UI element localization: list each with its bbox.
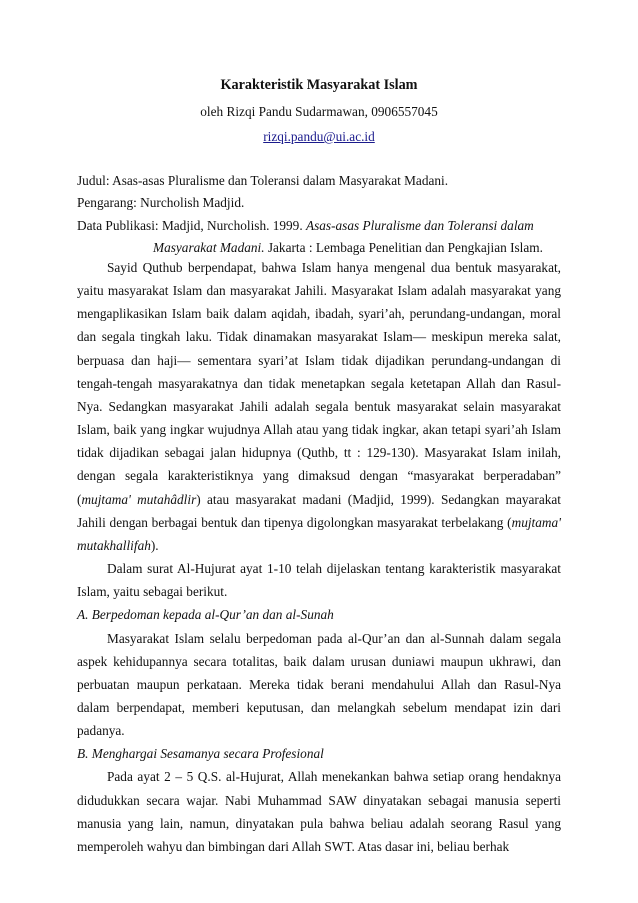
paragraph-2: Dalam surat Al-Hujurat ayat 1-10 telah dijelaskan tentang karakteristik masyarakat Islam, yaitu sebagai berikut. (77, 561, 561, 600)
subheading-a: A. Berpedoman kepada al-Qur’an dan al-Sunah (77, 607, 334, 623)
meta-data-publikasi-cont (153, 240, 543, 256)
paragraph-1 (77, 256, 561, 557)
p1-text-b: ) atau masyarakat madani (Madjid, 1999). Sedangkan mayarakat Jahili dengan berbagai bentuk dan tipenya digolongkan masyarakat terbelakang ( (77, 491, 561, 530)
paragraph-3: Masyarakat Islam selalu berpedoman pada al-Qur’an dan al-Sunnah dalam segala aspek kehidupannya secara totalitas, baik dalam urusan duniawi maupun ukhrawi, dan perbuatan maupun perkataan. Mereka tidak berani mendahului Allah dan Rasul-Nya dalam berpendapat, memberi keputusan, dan melangkah sebelum mendapat izin dari padanya. (77, 630, 561, 739)
document-body (77, 256, 561, 858)
p1-italic-term-2: mujtama' mutakhallifah (77, 514, 561, 553)
meta-data-prefix: Data Publikasi: Madjid, Nurcholish. 1999. (77, 218, 306, 233)
paragraph-4: Pada ayat 2 – 5 Q.S. al-Hujurat, Allah menekankan bahwa setiap orang hendaknya didudukkan secara wajar. Nabi Muhammad SAW dinyatakan sebagai manusia seperti manusia yang lain, namun, dinyatakan pula bahwa beliau adalah seorang Rasul yang memperoleh wahyu dan bimbingan dari Allah SWT. Atas dasar ini, beliau berhak (77, 769, 561, 854)
author-email-link[interactable]: rizqi.pandu@ui.ac.id (263, 129, 375, 144)
meta-judul: Judul: Asas-asas Pluralisme dan Toleransi dalam Masyarakat Madani. (77, 173, 449, 188)
meta-book-title-part2: Masyarakat Madani. (153, 240, 265, 255)
document-title: Karakteristik Masyarakat Islam (220, 77, 418, 93)
meta-book-title-part1: Asas-asas Pluralisme dan Toleransi dalam (305, 218, 534, 233)
p1-italic-term-1: mujtama' mutahâdlir (81, 491, 197, 507)
meta-pengarang: Pengarang: Nurcholish Madjid. (77, 195, 245, 210)
author-line: oleh Rizqi Pandu Sudarmawan, 0906557045 (200, 104, 438, 119)
meta-data-publikasi (77, 218, 534, 234)
p1-text-a: Sayid Quthub berpendapat, bahwa Islam hanya mengenal dua bentuk masyarakat, yaitu masyarakat Islam dan masyarakat Jahili. Masyarakat Islam adalah masyarakat yang mengaplikasikan Islam baik dalam aqidah, ibadah, syari’ah, perundang-undangan, moral dan segala tingkah laku. Tidak dinamakan masyarakat Islam— meskipun mereka salat, berpuasa dan haji— sementara syari’at Islam tidak dijadikan perundang-undangan di tengah-tengah masyarakatnya dan tidak menetapkan segala ketetapan Allah dan Rasul-Nya. Sedangkan masyarakat Jahili adalah segala bentuk masyarakat selain masyarakat Islam, baik yang ingkar wujudnya Allah atau yang tidak ingkar, akan tetapi syari’ah Islam tidak dijadikan sebagai jalan hidupnya (Quthb, tt : 129-130). Masyarakat Islam inilah, dengan segala karakteristiknya yang dimaksud dengan “masyarakat berperadaban” ( (77, 260, 561, 507)
p1-text-c: ). (150, 537, 159, 553)
meta-publisher: Jakarta : Lembaga Penelitian dan Pengkajian Islam. (264, 240, 543, 255)
subheading-b: B. Menghargai Sesamanya secara Profesional (77, 746, 324, 762)
